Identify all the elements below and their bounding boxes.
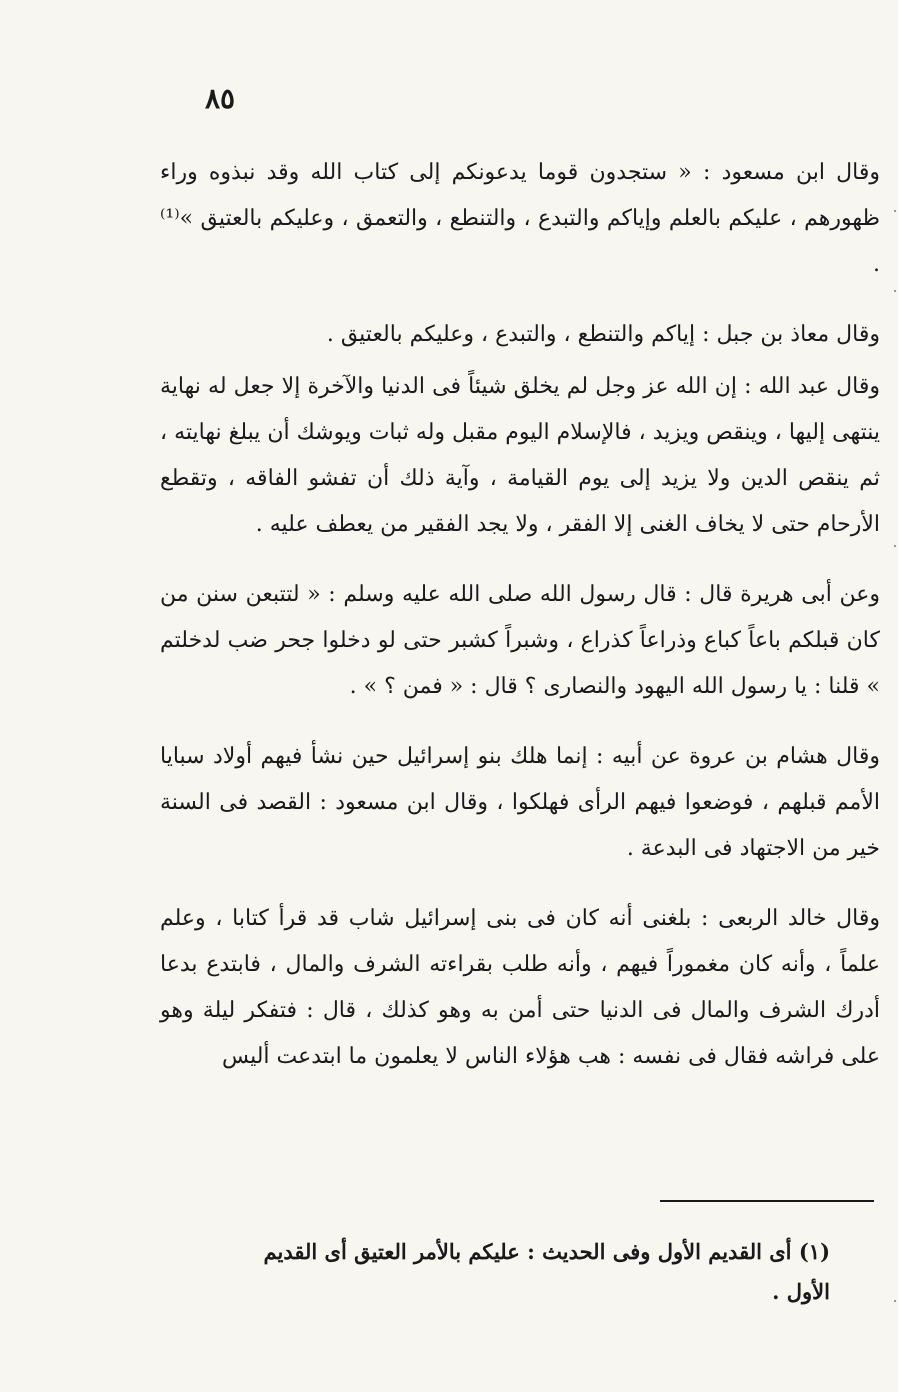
margin-speck <box>894 210 896 212</box>
margin-speck <box>894 1300 896 1302</box>
paragraph-muadh: وقال معاذ بن جبل : إياكم والتنطع ، والتبدع ، وعليكم بالعتيق . <box>326 322 880 347</box>
paragraph-hisham: وقال هشام بن عروة عن أبيه : إنما هلك بنو إسرائيل حين نشأ فيهم أولاد سبايا الأمم قبلهم ، فوضعوا فيهم الرأى فهلكوا ، وقال ابن مسعود : القصد فى السنة خير من الاجتهاد فى البدعة . <box>160 744 880 861</box>
margin-speck <box>894 290 896 292</box>
paragraph-abu-hurairah: وعن أبى هريرة قال : قال رسول الله صلى الله عليه وسلم : « لتتبعن سنن من كان قبلكم باعاً كباع وذراعاً كذراع ، وشبراً كشبر حتى لو دخلوا جحر ضب لدخلتم » قلنا : يا رسول الله اليهود والنصارى ؟ قال : « فمن ؟ » . <box>160 582 880 699</box>
footnote: (١) أى القديم الأول وفى الحديث : عليكم بالأمر العتيق أى القديم الأول . <box>263 1239 830 1304</box>
footnote-divider <box>660 1200 874 1202</box>
page-number: ٨٥ <box>204 82 236 115</box>
margin-speck <box>894 545 896 547</box>
paragraph-abdullah: وقال عبد الله : إن الله عز وجل لم يخلق شيئاً فى الدنيا والآخرة إلا جعل له نهاية ينتهى إليها ، وينقص ويزيد ، فالإسلام اليوم مقبل وله ثبات ويوشك أن يبلغ نهايته ، ثم ينقص الدين ولا يزيد إلى يوم القيامة ، وآية ذلك أن تفشو الفاقه ، وتقطع الأرحام حتى لا يخاف الغنى إلا الفقر ، ولا يجد الفقير من يعطف عليه . <box>160 374 880 537</box>
main-text <box>160 150 880 1080</box>
paragraph-ibn-masud: وقال ابن مسعود : « ستجدون قوما يدعونكم إلى كتاب الله وقد نبذوه وراء ظهورهم ، عليكم بالعلم وإياكم والتبدع ، والتنطع ، والتعمق ، وعليكم بالعتيق »⁽¹⁾ . <box>160 160 880 277</box>
paragraph-khalid: وقال خالد الربعى : بلغنى أنه كان فى بنى إسرائيل شاب قد قرأ كتابا ، وعلم علماً ، وأنه كان مغموراً فيهم ، وأنه طلب بقراءته الشرف والمال ، فابتدع بدعا أدرك الشرف والمال فى الدنيا حتى أمن به وهو كذلك ، قال : فتفكر ليلة وهو على فراشه فقال فى نفسه : هب هؤلاء الناس لا يعلمون ما ابتدعت أليس <box>160 906 880 1069</box>
